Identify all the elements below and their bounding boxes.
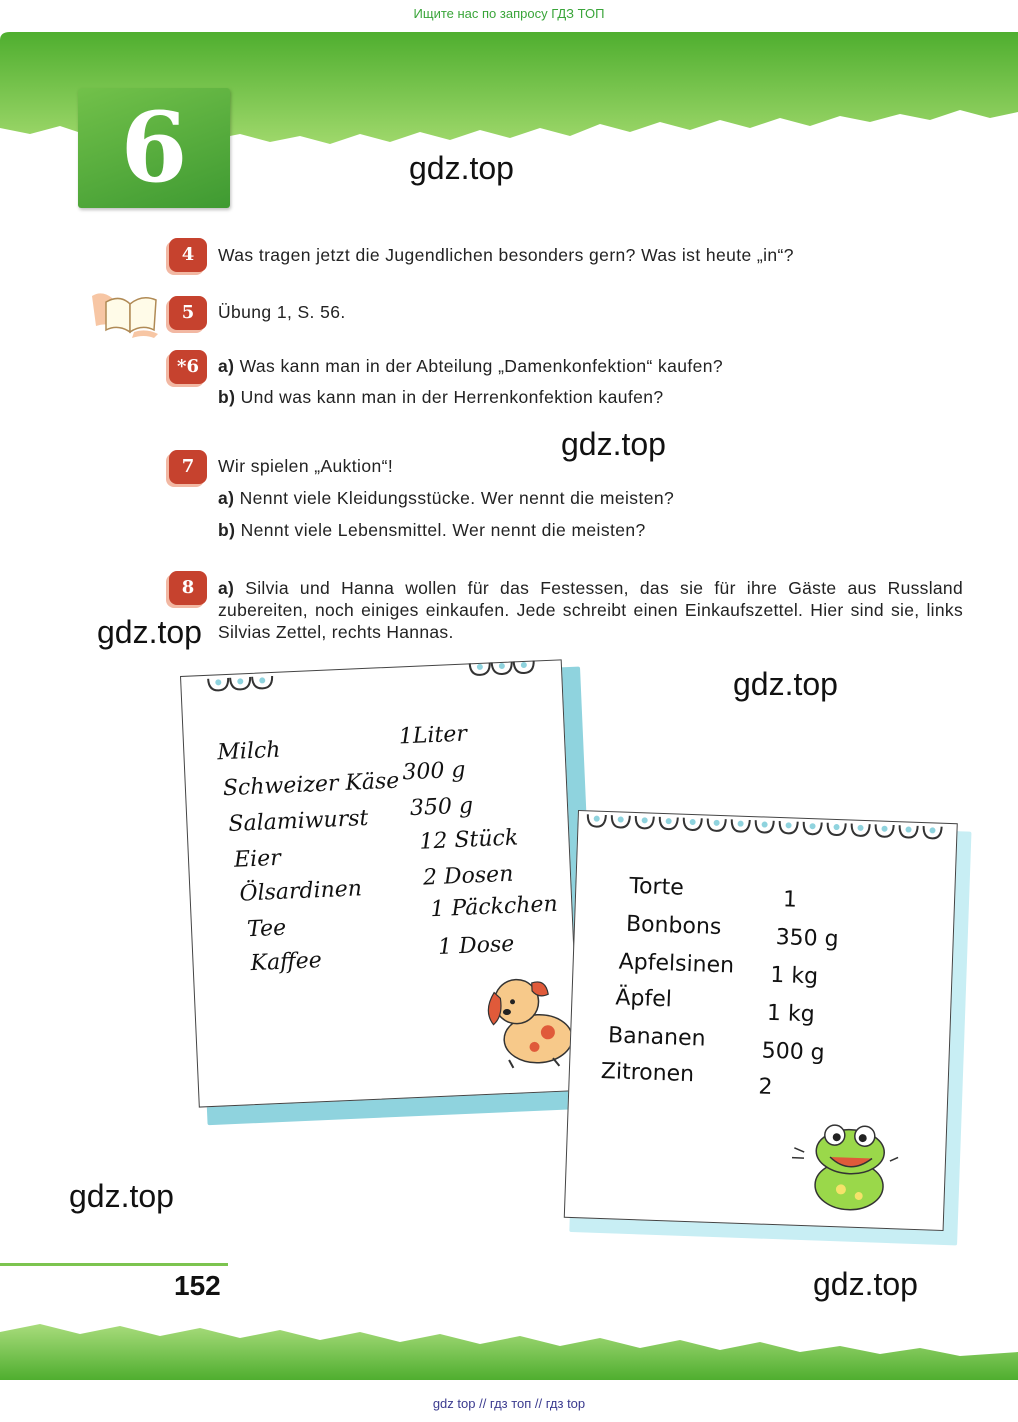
task-number-badge: 7: [169, 450, 207, 484]
list-quantity: 350 g: [409, 793, 474, 822]
item-label: a): [218, 578, 235, 598]
list-quantity: 1 Dose: [437, 931, 515, 960]
watermark: gdz.top: [561, 426, 666, 462]
page-number-rule: [0, 1263, 228, 1266]
list-quantity: 1 Päckchen: [429, 891, 559, 923]
list-quantity: 1: [782, 887, 798, 913]
chapter-number-box: 6: [78, 88, 230, 208]
silvia-shopping-list: [180, 659, 599, 1126]
list-quantity: 1Liter: [398, 721, 468, 750]
task-8a: [218, 577, 963, 643]
task-7a-text: Nennt viele Kleidungsstücke. Wer nennt die meisten?: [239, 488, 675, 508]
task-6a: [218, 355, 723, 377]
list-item: Tee: [246, 915, 287, 943]
list-quantity: 2: [758, 1074, 773, 1100]
list-item: Torte: [628, 873, 685, 901]
list-item: Milch: [216, 737, 281, 766]
list-item: Bonbons: [625, 911, 722, 941]
list-quantity: 1 kg: [769, 962, 819, 990]
list-quantity: 350 g: [775, 924, 840, 953]
list-quantity: 12 Stück: [418, 825, 519, 855]
watermark: gdz.top: [733, 666, 838, 702]
task-7b-text: Nennt viele Lebensmittel. Wer nennt die meisten?: [240, 520, 646, 540]
list-quantity: 300 g: [401, 757, 467, 786]
task-number-badge: 5: [169, 296, 207, 330]
list-item: Eier: [233, 845, 282, 873]
page-number: 152: [174, 1270, 221, 1301]
watermark: gdz.top: [813, 1266, 918, 1302]
list-item: Zitronen: [600, 1058, 695, 1088]
task-4-text: Was tragen jetzt die Jugendlichen besonders gern? Was ist heute „in“?: [218, 245, 794, 265]
footer-links[interactable]: gdz top // гдз топ // гдз top: [432, 1396, 586, 1411]
frog-illustration: [778, 1107, 912, 1221]
task-6b: [218, 386, 664, 408]
list-quantity: 1 kg: [766, 1000, 816, 1028]
item-label: b): [218, 520, 236, 540]
task-7a: [218, 487, 674, 509]
list-quantity: 500 g: [761, 1038, 826, 1066]
task-number-badge: 8: [169, 571, 207, 605]
task-6b-text: Und was kann man in der Herrenkonfektion kaufen?: [240, 387, 664, 407]
list-item: Äpfel: [615, 985, 673, 1013]
task-6a-text: Was kann man in der Abteilung „Damenkonfektion“ kaufen?: [239, 356, 724, 376]
item-label: a): [218, 488, 235, 508]
task-8a-text: Silvia und Hanna wollen für das Festessen, das sie für ihre Gäste aus Russland zubereiten, noch einiges einkaufen. Jede schreibt einen Einkaufszettel. Hier sind sie, links Silvias Zettel, rechts Hannas.: [218, 578, 963, 642]
watermark: gdz.top: [409, 150, 514, 186]
list-item: Schweizer Käse: [222, 768, 400, 802]
task-7-text: Wir spielen „Auktion“!: [218, 456, 394, 476]
item-label: b): [218, 387, 236, 407]
item-label: a): [218, 356, 235, 376]
list-item: Kaffee: [250, 948, 323, 977]
search-hint: Ищите нас по запросу ГДЗ ТОП: [413, 6, 605, 21]
list-item: Ölsardinen: [239, 876, 363, 907]
task-number-badge: 4: [169, 238, 207, 272]
watermark: gdz.top: [69, 1178, 174, 1214]
list-quantity: 2 Dosen: [422, 861, 514, 891]
hanna-shopping-list: [563, 810, 967, 1243]
list-item: Salamiwurst: [227, 805, 369, 838]
list-item: Bananen: [607, 1023, 706, 1052]
list-item: Apfelsinen: [618, 949, 735, 979]
open-book-icon: [88, 288, 160, 340]
task-5-text: Übung 1, S. 56.: [218, 302, 346, 322]
footer-grass-band: [0, 1318, 1018, 1388]
task-7b: [218, 519, 646, 541]
watermark: gdz.top: [97, 614, 202, 650]
task-number-badge: *6: [169, 350, 207, 384]
